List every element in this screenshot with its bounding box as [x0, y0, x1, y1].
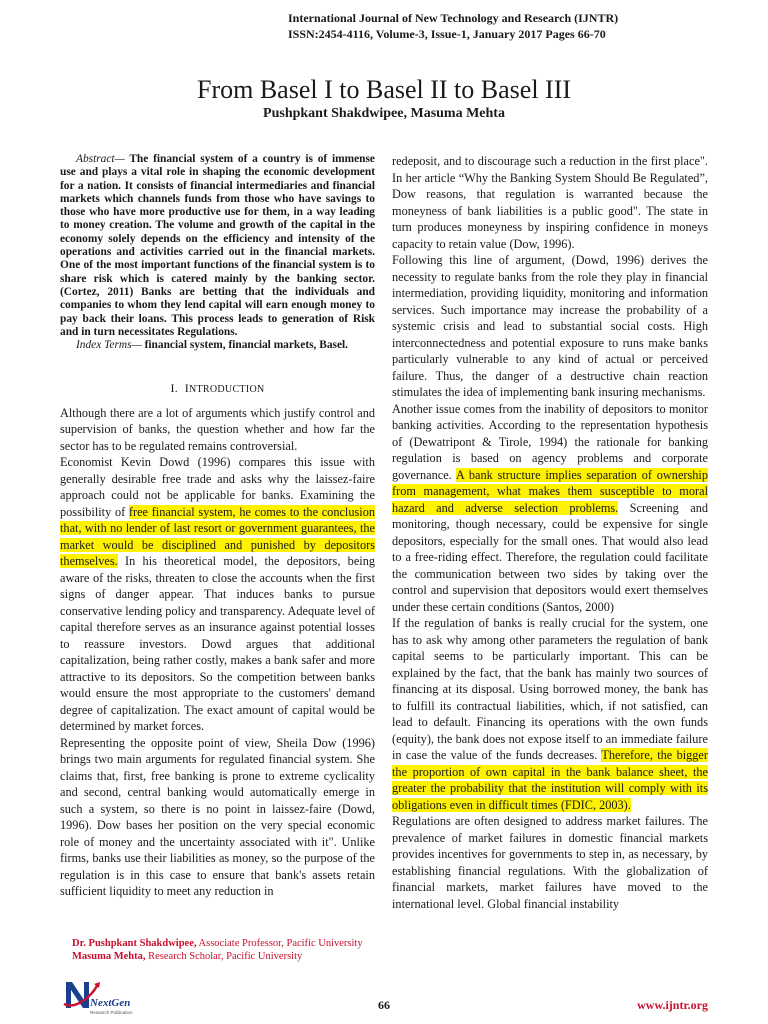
- section-heading-introduction: I. INTRODUCTION: [170, 381, 265, 396]
- author-footnote: Dr. Pushpkant Shakdwipee, Associate Professor, Pacific University Masuma Mehta, Research Scholar, Pacific University: [72, 938, 363, 962]
- index-terms-text: financial system, financial markets, Basel.: [144, 339, 349, 352]
- intro-paragraph-3: Representing the opposite point of view, Sheila Dow (1996) brings two main arguments for regulated financial system. She claims that, first, free banking is prone to extreme cyclicality and second, central banking would automatically emerge in such a system, so there is no point in laissez-faire (Dowd, 1996). Dow bases her position on the very special economic role of money and the uncertainty associated with it". Unlike firms, banks use their liabilities as money, so the purpose of the regulation is in this case to ensure that bank's assets retain sufficient liquidity to meet any reduction in: [60, 735, 375, 899]
- left-column: [60, 153, 375, 900]
- paper-title: From Basel I to Basel II to Basel III: [196, 75, 572, 104]
- right-paragraph-5: Regulations are often designed to address market failures. The prevalence of market failures in domestic financial markets provides incentives for governments to step in, as necessary, by establishing financial regulations. With the globalization of financial markets, market failures have moved to the international level. Global financial instability: [392, 814, 708, 911]
- logo-text: NextGen: [90, 997, 131, 1009]
- section-number: I.: [170, 381, 179, 396]
- logo-subtext: Research Publication: [90, 1010, 133, 1015]
- abstract-text: The financial system of a country is of immense use and plays a vital role in shaping the economic development for a nation. It consists of financial intermediaries and financial markets which channels funds from those who have savings to those who have more productive use for them, in a way leading to money creation. The volume and growth of the capital in the economy solely depends on the efficiency and intensity of the operations and activities carried out in the financial markets. One of the most important functions of the financial system is to share risk which is catered mainly by the banking sector. (Cortez, 2011) Banks are betting that the individuals and companies to whom they lend capital will earn enough money to pay back their loans. This process leads to generation of Risk and in turn necessitates Regulations.: [60, 153, 375, 338]
- intro-paragraph-1: Although there are a lot of arguments which justify control and supervision of banks, the question whether and how far the sector has to be regulated remains controversial.: [60, 405, 375, 453]
- page-number: 66: [378, 998, 390, 1012]
- right-paragraph-3: Another issue comes from the inability of depositors to monitor banking activities. According to the representation hypothesis of (Dewatripont & Tirole, 1994) the rationale for banking regulation is based on agency problems and corporate governance. A bank structure implies separation of ownership from management, what makes them susceptible to moral hazard and adverse selection problems. Screening and monitoring, though necessary, could be expensive for single depositors, especially for the small ones. That would also lead to a free-riding effect. Therefore, the regulation could facilitate the communication between two sides by taking over the control and supervision that depositors would exert themselves under these certain conditions (Santos, 2000): [392, 401, 708, 614]
- index-terms: Index Terms— financial system, financial markets, Basel.: [76, 339, 349, 352]
- abstract: Abstract— The financial system of a country is of immense use and plays a vital role in shaping the economic development for a nation. It consists of financial intermediaries and financial markets which channels funds from those who have savings to those who have more productive use for them, in a way leading to money creation. The volume and growth of the capital in the economy solely depends on the efficiency and intensity of the operations and activities carried out in the financial markets. One of the most important functions of the financial system is to share risk which is catered mainly by the banking sector. (Cortez, 2011) Banks are betting that the individuals and companies to whom they lend capital will earn enough money to pay back their loans. This process leads to generation of Risk and in turn necessitates Regulations.: [60, 153, 375, 338]
- right-column: [392, 153, 708, 912]
- right-paragraph-4: If the regulation of banks is really crucial for the system, one has to ask why among other parameters the regulation of bank capital seems to be particularly important. This can be explained by the fact, that the bank has mainly two sources of financing at its disposal. Using borrowed money, the bank has to fulfill its contractual liabilities, which, if not satisfied, can lead to default. Financing its operations with the own funds (equity), the bank does not expose itself to an immediate failure in case the value of the funds decreases. Therefore, the bigger the proportion of own capital in the bank balance sheet, the greater the probability that the institution will comply with its obligations even in difficult times (FDIC, 2003).: [392, 616, 708, 812]
- right-paragraph-1: redeposit, and to discourage such a reduction in the first place". In her article “Why the Banking System Should Be Regulated”, Dow reasons, that regulation is warranted because the moneyness of bank liabilities is a public good". The state in turn produces moneyness by inspiring confidence in moneys capacity to retain value (Dow, 1996).: [392, 154, 708, 251]
- journal-header: [288, 10, 708, 42]
- journal-name: International Journal of New Technology and Research (IJNTR): [288, 11, 619, 25]
- section-title: NTRODUCTION: [188, 384, 265, 396]
- website-link[interactable]: www.ijntr.org: [637, 998, 708, 1012]
- issn-line: ISSN:2454-4116, Volume-3, Issue-1, January 2017 Pages 66-70: [288, 27, 606, 41]
- right-paragraph-2: Following this line of argument, (Dowd, 1996) derives the necessity to regulate banks from the role they play in financial intermediation, providing liquidity, monitoring and information services. Such importance may increase the probability of a systemic crisis and lead to substantial social costs. High interconnectedness and potential exposure to runs make banks particularly vulnerable to any kind of actual or perceived failure. Thus, the danger of a destructive chain reaction stimulates the idea of implementing bank insuring mechanisms.: [392, 253, 708, 399]
- intro-paragraph-2: Economist Kevin Dowd (1996) compares this issue with generally desirable free trade and asks why the laissez-faire approach could not be applicable for banks. Examining the possibility of free financial system, he comes to the conclusion that, with no lender of last resort or government guarantees, the market would be disciplined and punished by depositors themselves. In his theoretical model, the depositors, being aware of the risks, threaten to close the accounts when the first signs of danger appear. That induces banks to pursue conservative lending policy and transparency. Adequate level of capital therefore serves as an insurance against potential losses to reassure investors. Dowd argues that additional capitalization, being rather costly, makes a bank safer and more attractive to its depositors. So the competition between banks would ensure the most appropriate to the customers' demand degree of capitalization. The exact amount of capital would be determined by market forces.: [60, 455, 376, 734]
- paper-authors: Pushpkant Shakdwipee, Masuma Mehta: [263, 106, 505, 121]
- highlighted-text: A bank structure implies separation of ownership from management, what makes them susceptible to moral hazard and adverse selection problems.: [392, 467, 708, 515]
- footnote-author-2: Masuma Mehta,: [72, 950, 146, 962]
- highlighted-text: Therefore, the bigger the proportion of own capital in the bank balance sheet, the greater the probability that the institution will comply with its obligations even in difficult times (FDIC, 2003).: [392, 748, 708, 812]
- abstract-label: Abstract: [76, 153, 115, 165]
- highlighted-text: free financial system, he comes to the conclusion that, with no lender of last resort or government guarantees, the market would be disciplined and punished by depositors themselves.: [60, 504, 376, 569]
- footnote-author-1: Dr. Pushpkant Shakdwipee,: [72, 938, 197, 949]
- index-terms-label: Index Terms: [76, 339, 132, 352]
